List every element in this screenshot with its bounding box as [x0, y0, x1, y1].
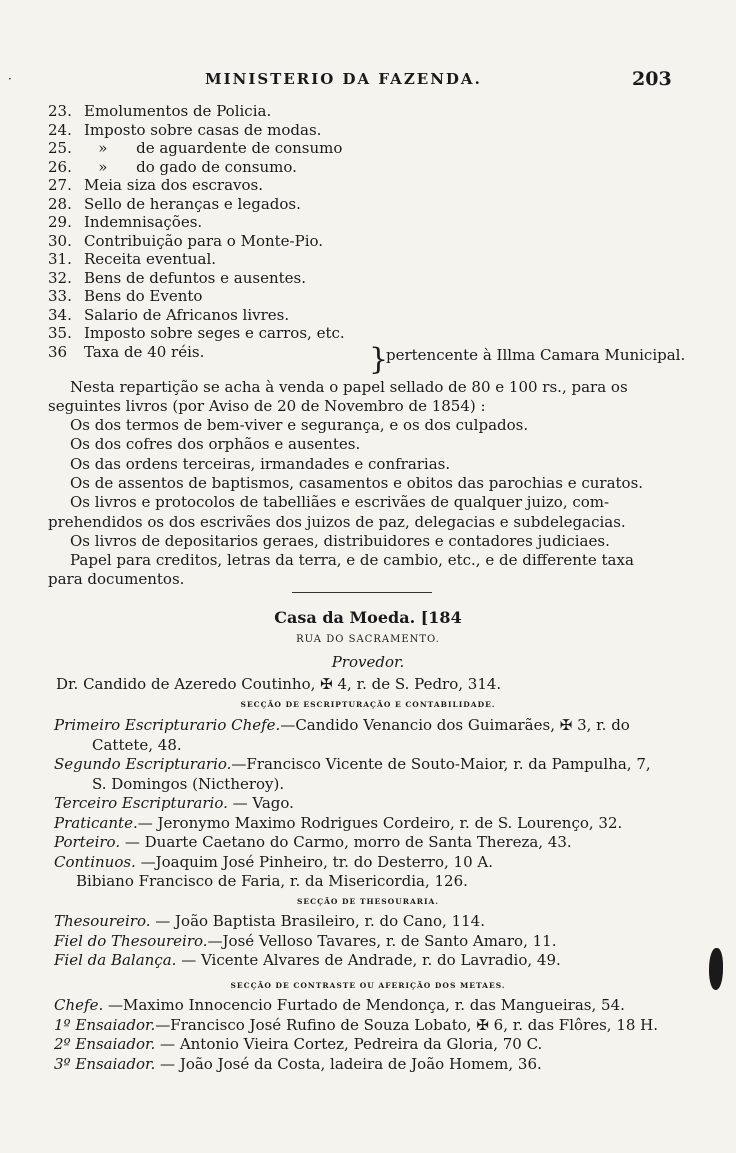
staff-role: Primeiro Escripturario Chefe.	[54, 716, 281, 734]
book-line: Os livros e protocolos de tabelliães e escrivães de qualquer juizo, com-	[70, 493, 610, 512]
item-number: 24.	[48, 120, 72, 139]
item-text: Contribuição para o Monte-Pio.	[84, 231, 324, 250]
staff-role: Praticante.	[54, 813, 138, 832]
item-text: Salario de Africanos livres.	[84, 305, 290, 324]
staff-text: —Joaquim José Pinheiro, tr. do Desterro, 10 A.	[135, 852, 493, 871]
staff-line	[54, 932, 694, 950]
section-title: SECÇÃO DE ESCRIPTURAÇÃO E CONTABILIDADE.	[240, 700, 496, 709]
item-number: 34.	[48, 305, 72, 324]
staff-text: —Francisco José Rufino de Souza Lobato, ✠ 6, r. das Flôres, 18 H.	[155, 1015, 659, 1034]
item-text: Bens do Evento	[84, 287, 203, 305]
staff-text: — João Baptista Brasileiro, r. do Cano, 114.	[150, 912, 485, 930]
staff-text: Bibiano Francisco de Faria, r. da Misericordia, 126.	[76, 872, 468, 890]
section-title: SECÇÃO DE THESOURARIA.	[297, 897, 439, 906]
staff-role: 1º Ensaiador.	[54, 1015, 156, 1034]
staff-text: — Vago.	[227, 794, 294, 812]
item-number: 29.	[48, 213, 72, 231]
section-title: SECÇÃO DE CONTRASTE OU AFERIÇÃO DOS METAES.	[230, 981, 506, 990]
provedor-label: Provedor.	[331, 653, 405, 671]
revenue-item	[48, 287, 688, 305]
book-line: Os dos termos de bem-viver e segurança, e os dos culpados.	[70, 416, 529, 434]
staff-text: — Vicente Alvares de Andrade, r. do Lavradio, 49.	[176, 951, 561, 969]
book-line: Os de assentos de baptismos, casamentos e obitos das parochias e curatos.	[70, 473, 644, 492]
staff-line	[54, 833, 694, 851]
revenue-item	[48, 269, 688, 287]
staff-role: Porteiro.	[54, 833, 121, 851]
staff-role: Chefe.	[54, 996, 104, 1014]
staff-text: —Maximo Innocencio Furtado de Mendonça, r. das Mangueiras, 54.	[103, 996, 625, 1014]
staff-line	[54, 853, 694, 871]
item-number: 31.	[48, 250, 72, 268]
revenue-item	[48, 232, 688, 250]
staff-line	[54, 814, 694, 832]
casa-title: Casa da Moeda. [184	[274, 608, 462, 627]
margin-mark: ·	[8, 72, 12, 86]
staff-text: Cattete, 48.	[92, 735, 182, 754]
staff-role: 2º Ensaiador.	[54, 1035, 156, 1053]
revenue-item	[48, 139, 688, 157]
section-divider	[292, 592, 432, 593]
brace-note: pertencente à Illma Camara Municipal.	[386, 346, 686, 364]
revenue-item	[48, 195, 688, 213]
running-title: MINISTERIO DA FAZENDA.	[205, 70, 482, 88]
staff-line	[54, 912, 694, 930]
item-text: Emolumentos de Policia.	[84, 102, 272, 120]
staff-line	[54, 1055, 694, 1073]
paragraph-line: seguintes livros (por Aviso de 20 de Novembro de 1854) :	[48, 397, 486, 415]
item-number: 36	[48, 342, 68, 361]
item-number: 28.	[48, 194, 72, 213]
item-text: Receita eventual.	[84, 250, 217, 268]
book-line: Os livros de depositarios geraes, distribuidores e contadores judiciaes.	[70, 531, 610, 550]
item-text: Sello de heranças e legados.	[84, 194, 301, 213]
staff-text: S. Domingos (Nictheroy).	[92, 774, 285, 793]
staff-role: Thesoureiro.	[54, 912, 151, 930]
item-number: 23.	[48, 102, 72, 120]
item-number: 32.	[48, 268, 72, 287]
staff-role: Fiel do Thesoureiro.	[54, 931, 208, 950]
book-line: Os das ordens terceiras, irmandades e confrarias.	[70, 454, 451, 473]
staff-text: — Jeronymo Maximo Rodrigues Cordeiro, r. de S. Lourenço, 32.	[137, 813, 623, 832]
book-line: Os dos cofres dos orphãos e ausentes.	[70, 435, 361, 454]
staff-line	[92, 775, 732, 793]
book-line: para documentos.	[48, 570, 185, 589]
staff-line	[54, 1016, 694, 1034]
item-text: Imposto sobre seges e carros, etc.	[84, 324, 345, 342]
staff-text: —Francisco Vicente de Souto-Maior, r. da Pampulha, 7,	[231, 755, 651, 773]
revenue-item	[48, 102, 688, 120]
item-number: 25.	[48, 139, 72, 157]
staff-text: — João José da Costa, ladeira de João Homem, 36.	[155, 1054, 542, 1073]
staff-role: Continuos.	[54, 852, 136, 871]
staff-text: — Antonio Vieira Cortez, Pedreira da Gloria, 70 C.	[155, 1035, 543, 1053]
casa-street: RUA DO SACRAMENTO.	[296, 634, 440, 645]
staff-line	[54, 794, 694, 812]
staff-role: Terceiro Escripturario.	[54, 794, 228, 812]
item-number: 30.	[48, 231, 72, 250]
staff-text: — Duarte Caetano do Carmo, morro de Santa Thereza, 43.	[120, 833, 572, 851]
item-text: Meia siza dos escravos.	[84, 176, 264, 194]
book-line: prehendidos os dos escrivães dos juizos de paz, delegacias e subdelegacias.	[48, 512, 626, 531]
staff-role: 3º Ensaiador.	[54, 1054, 156, 1073]
page-header	[0, 70, 736, 96]
revenue-item	[48, 250, 688, 268]
revenue-item	[48, 158, 688, 176]
item-number: 35.	[48, 324, 72, 342]
paragraph-line: Nesta repartição se acha à venda o papel sellado de 80 e 100 rs., para os	[70, 378, 628, 396]
item-text: » de aguardente de consumo	[84, 139, 343, 157]
item-text: Indemnisações.	[84, 213, 203, 231]
item-text: Taxa de 40 réis.	[84, 342, 205, 361]
page-number: 203	[632, 68, 672, 90]
revenue-item	[48, 213, 688, 231]
staff-text: —José Velloso Tavares, r. de Santo Amaro, 11.	[207, 931, 557, 950]
item-text: » do gado de consumo.	[84, 157, 297, 176]
item-text: Imposto sobre casas de modas.	[84, 120, 322, 139]
item-text: Bens de defuntos e ausentes.	[84, 268, 307, 287]
staff-text: —Candido Venancio dos Guimarães, ✠ 3, r. do	[280, 716, 630, 734]
revenue-item	[48, 324, 688, 342]
staff-line	[92, 736, 732, 754]
revenue-item	[48, 306, 688, 324]
brace-icon: }	[369, 342, 389, 377]
staff-line	[54, 996, 694, 1014]
item-number: 26.	[48, 157, 72, 176]
staff-line	[54, 1035, 694, 1053]
staff-line	[54, 716, 694, 734]
revenue-item	[48, 176, 688, 194]
provedor-line: Dr. Candido de Azeredo Coutinho, ✠ 4, r. de S. Pedro, 314.	[56, 675, 502, 693]
staff-line	[76, 872, 716, 890]
item-number: 27.	[48, 176, 72, 194]
staff-line	[54, 951, 694, 969]
ink-blot	[709, 948, 723, 990]
staff-line	[54, 755, 694, 773]
staff-role: Fiel da Balança.	[54, 951, 177, 969]
revenue-item	[48, 121, 688, 139]
staff-role: Segundo Escripturario.	[54, 755, 232, 773]
item-number: 33.	[48, 287, 72, 305]
book-line: Papel para creditos, letras da terra, e de cambio, etc., e de differente taxa	[70, 551, 634, 570]
